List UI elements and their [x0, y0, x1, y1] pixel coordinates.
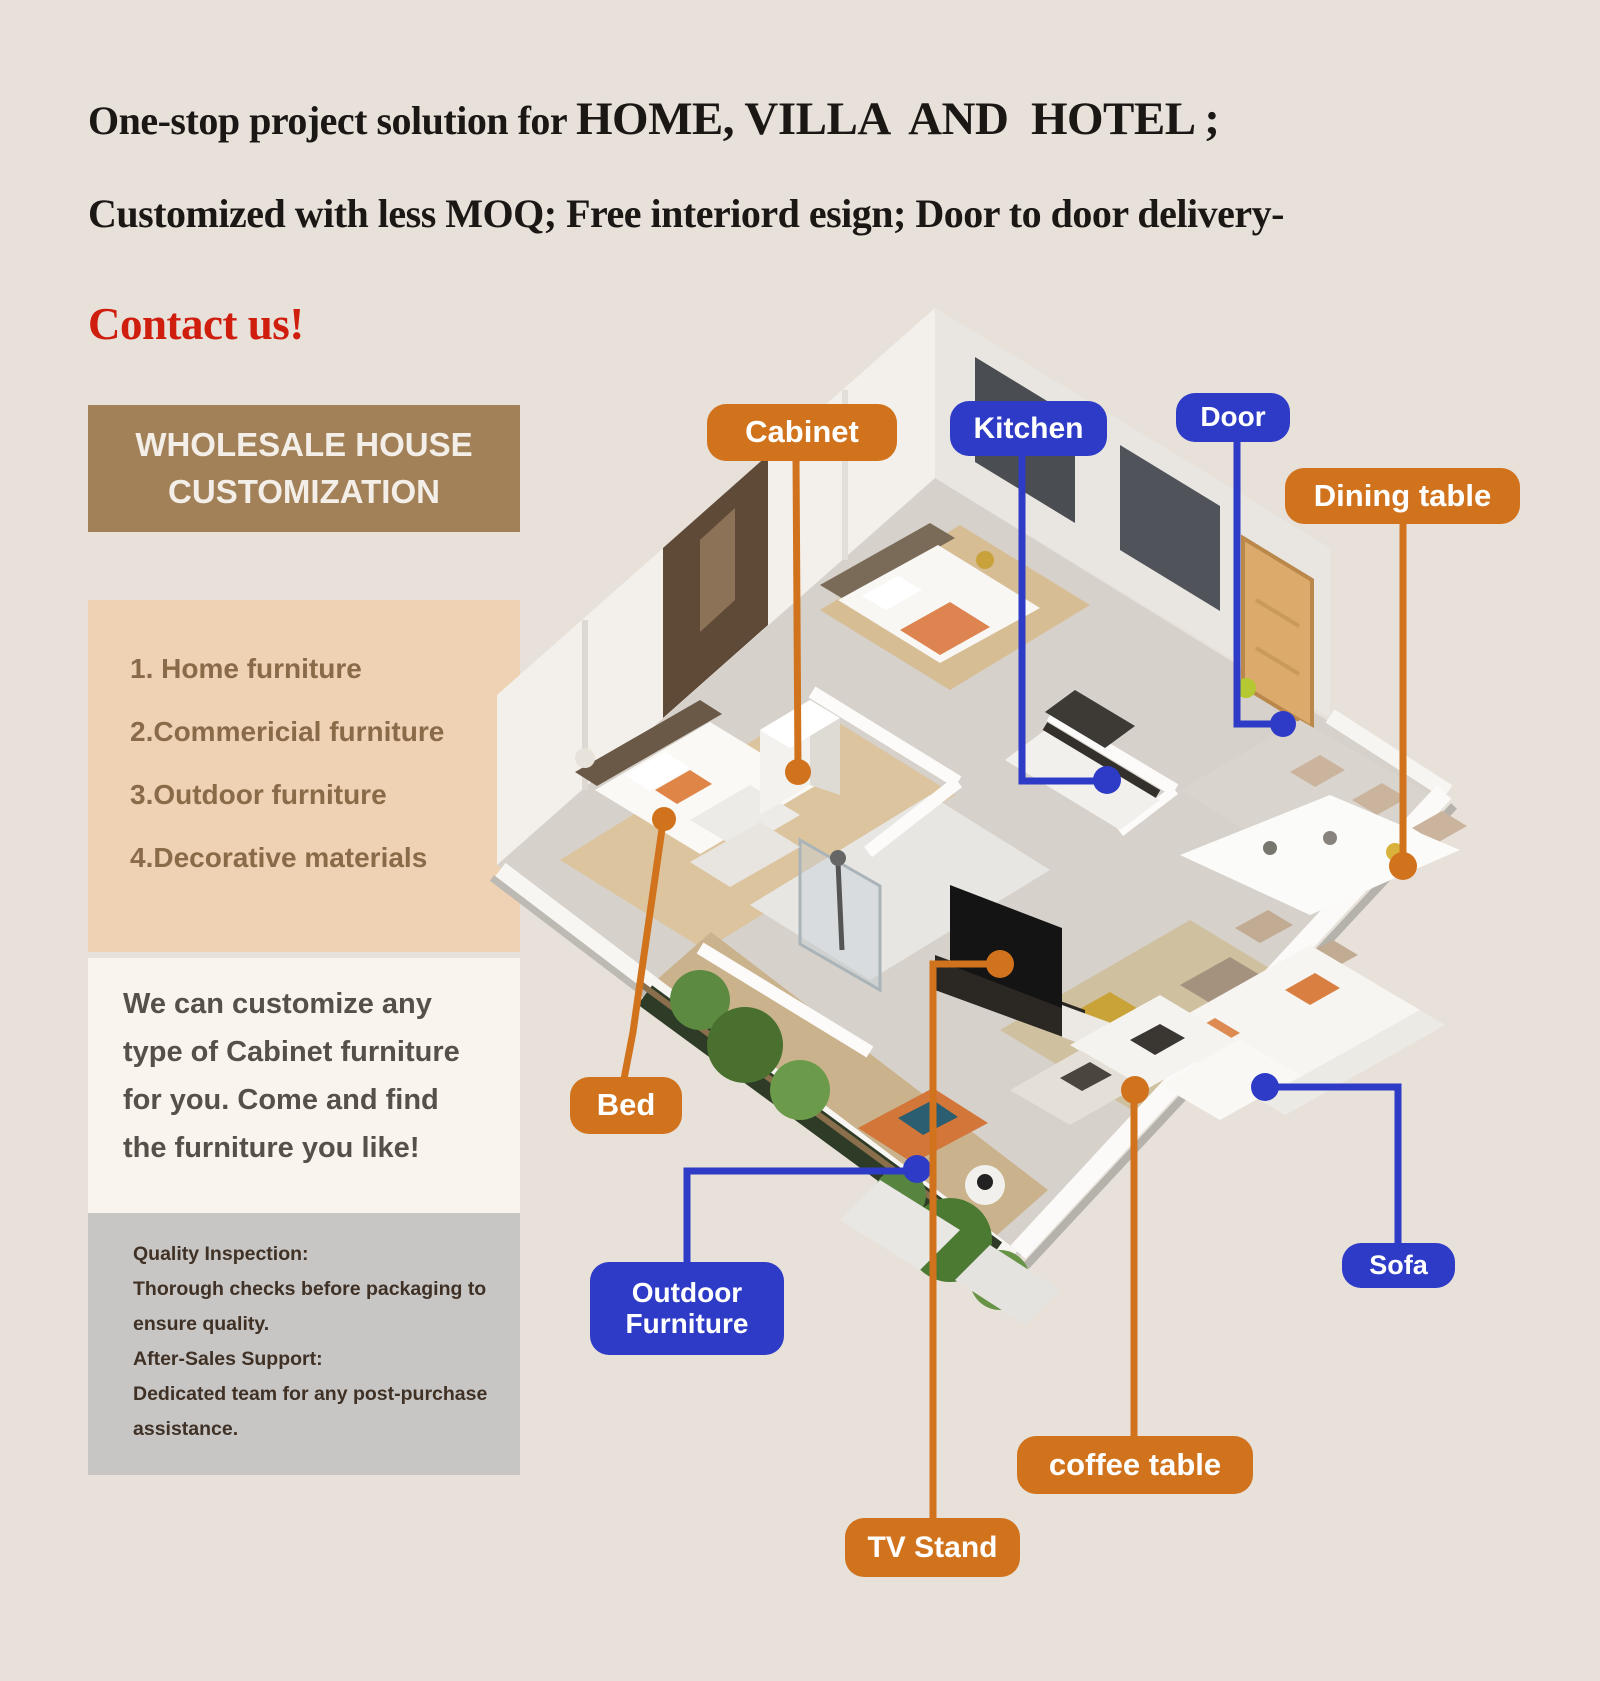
- label-coffee-table: coffee table: [1017, 1436, 1253, 1494]
- quality-line: assistance.: [133, 1418, 239, 1440]
- wholesale-title-text: WHOLESALE HOUSE CUSTOMIZATION: [135, 425, 473, 510]
- quality-line: After-Sales Support:: [133, 1348, 323, 1370]
- quality-line: Thorough checks before packaging to: [133, 1278, 487, 1300]
- label-bed: Bed: [570, 1077, 682, 1134]
- category-item-commercial: 2.Commericial furniture: [130, 716, 445, 747]
- bed-connector: [624, 807, 676, 1079]
- label-kitchen: Kitchen: [950, 401, 1107, 456]
- tv-stand-connector: [933, 950, 1014, 1520]
- outdoor-furniture-connector: [687, 1155, 931, 1264]
- contact-us-text: Contact us!: [88, 299, 304, 349]
- cabinet-connector: [785, 458, 811, 785]
- headline-line1-emphasis: HOME, VILLA AND HOTEL ;: [575, 93, 1220, 145]
- category-item-home: 1. Home furniture: [130, 653, 362, 684]
- promo-line: the furniture you like!: [123, 1132, 420, 1164]
- label-cabinet: Cabinet: [707, 404, 897, 461]
- quality-line: Dedicated team for any post-purchase: [133, 1383, 488, 1405]
- quality-line: Quality Inspection:: [133, 1243, 309, 1265]
- dining-table-connector: [1389, 521, 1417, 880]
- headline-line2: Customized with less MOQ; Free interiord esign; Door to door delivery-: [88, 191, 1284, 236]
- quality-line: ensure quality.: [133, 1313, 270, 1335]
- label-door: Door: [1176, 393, 1290, 442]
- category-item-decorative: 4.Decorative materials: [130, 842, 428, 873]
- label-dining-table: Dining table: [1285, 468, 1520, 524]
- label-tv-stand: TV Stand: [845, 1518, 1020, 1577]
- promo-line: type of Cabinet furniture: [123, 1036, 460, 1068]
- sofa-connector: [1251, 1073, 1398, 1245]
- promo-line: for you. Come and find: [123, 1084, 439, 1116]
- promo-line: We can customize any: [123, 988, 432, 1020]
- coffee-table-connector: [1121, 1076, 1149, 1438]
- label-outdoor-furniture: Outdoor Furniture: [590, 1262, 784, 1355]
- headline-line1-prefix: One-stop project solution for: [88, 98, 576, 143]
- kitchen-connector: [1022, 453, 1121, 794]
- category-item-outdoor: 3.Outdoor furniture: [130, 779, 387, 810]
- label-sofa: Sofa: [1342, 1243, 1455, 1288]
